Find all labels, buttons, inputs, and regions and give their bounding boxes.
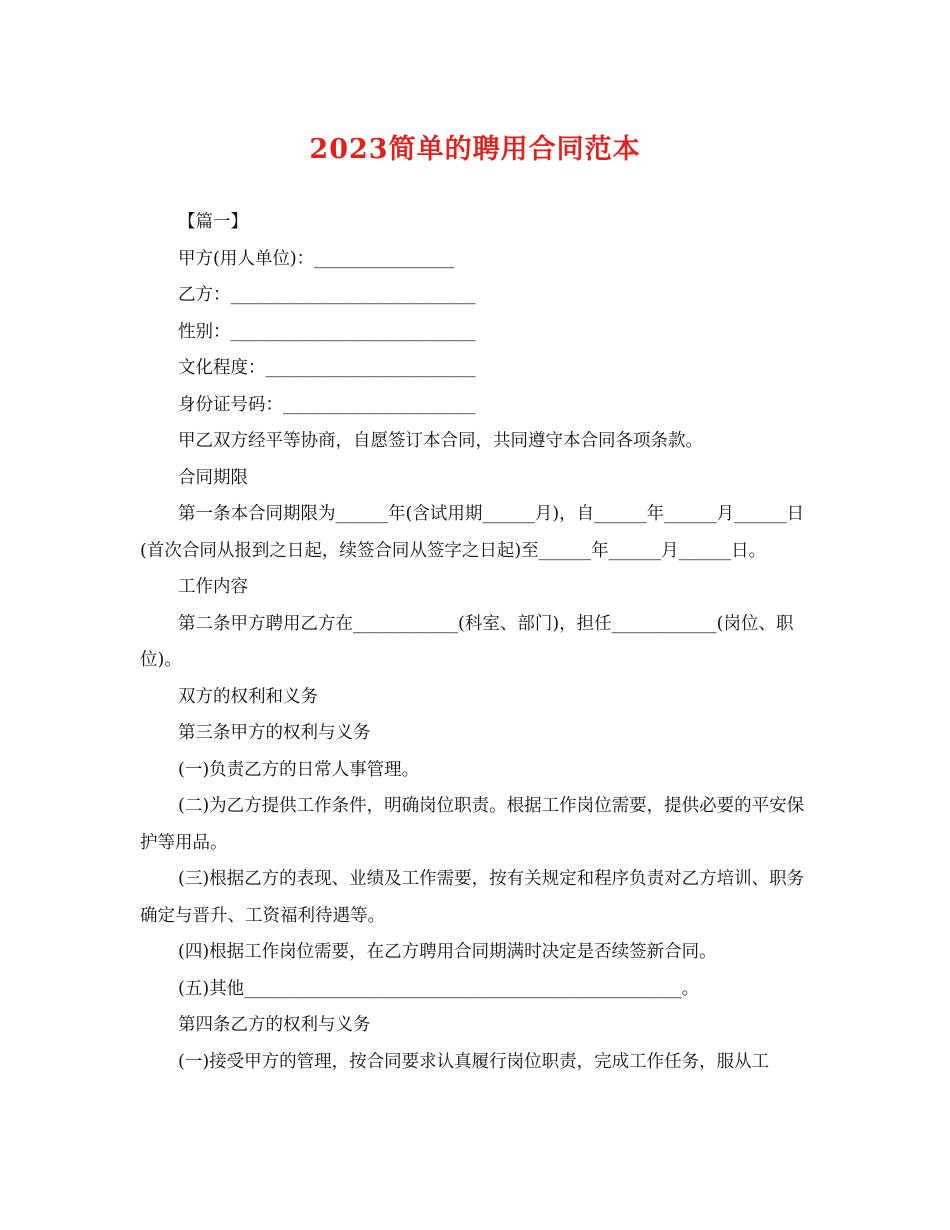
contract-term-heading: 合同期限 bbox=[178, 467, 248, 488]
work-content-heading: 工作内容 bbox=[178, 577, 248, 597]
article-three-item-5: (五)其他__________________________________________________。 bbox=[178, 978, 700, 999]
article-three-item-1: (一)负责乙方的日常人事管理。 bbox=[178, 759, 420, 780]
article-two-paragraph: 第二条甲方聘用乙方在____________(科室、部门)，担任____________(岗位、职位)。 bbox=[140, 613, 794, 670]
article-three-item-4: (四)根据工作岗位需要，在乙方聘用合同期满时决定是否续签新合同。 bbox=[178, 942, 717, 962]
article-three-heading: 第三条甲方的权利与义务 bbox=[178, 723, 371, 743]
gender-field: 性别：____________________________ bbox=[178, 321, 476, 342]
article-three-item-3: (三)根据乙方的表现、业绩及工作需要，按有关规定和程序负责对乙方培训、职务确定与晋升、工资福利待遇等。 bbox=[140, 869, 805, 926]
article-one-paragraph: 第一条本合同期限为______年(含试用期______月)，自______年______月______日(首次合同从报到之日起，续签合同从签字之日起)至______年______月______日。 bbox=[140, 504, 805, 561]
education-field: 文化程度：________________________ bbox=[178, 358, 476, 378]
party-b-field: 乙方：____________________________ bbox=[178, 285, 476, 305]
article-four-item-1: (一)接受甲方的管理，按合同要求认真履行岗位职责，完成工作任务，服从工 bbox=[178, 1051, 770, 1072]
document-title: 2023简单的聘用合同范本 bbox=[309, 134, 641, 165]
party-a-field: 甲方(用人单位)：________________ bbox=[178, 248, 455, 269]
article-three-item-2: (二)为乙方提供工作条件，明确岗位职责。根据工作岗位需要，提供必要的平安保护等用品。 bbox=[140, 796, 805, 853]
rights-obligations-heading: 双方的权利和义务 bbox=[178, 686, 318, 707]
section-heading: 【篇一】 bbox=[178, 212, 248, 232]
id-number-field: 身份证号码：______________________ bbox=[178, 394, 476, 415]
preamble-paragraph: 甲乙双方经平等协商，自愿签订本合同，共同遵守本合同各项条款。 bbox=[178, 431, 703, 451]
article-four-heading: 第四条乙方的权利与义务 bbox=[178, 1015, 371, 1035]
document-body bbox=[140, 204, 812, 1080]
